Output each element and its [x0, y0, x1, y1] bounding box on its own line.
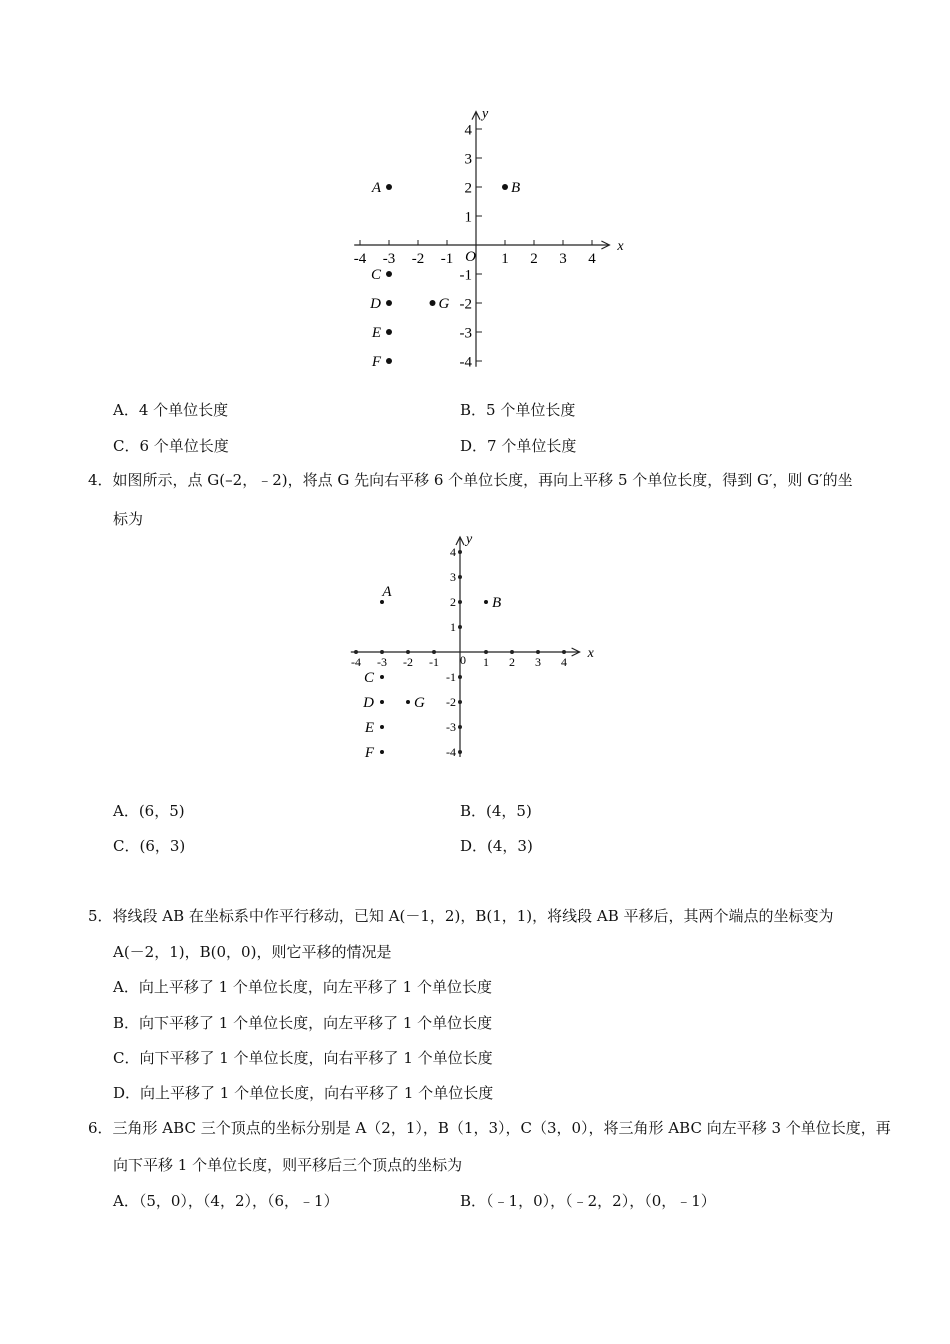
x-tick-mark — [536, 650, 540, 654]
x-tick-mark — [406, 650, 410, 654]
x-tick-mark — [510, 650, 514, 654]
y-tick-label: 1 — [464, 209, 472, 226]
point-e — [386, 329, 392, 335]
point-d — [380, 700, 384, 704]
point-label-g: G — [414, 695, 425, 711]
q6-stem-line2: 向下平移 1 个单位长度，则平移后三个顶点的坐标为 — [113, 1156, 463, 1174]
point-e — [380, 725, 384, 729]
q5-stem-line1: 5．将线段 AB 在坐标系中作平行移动，已知 A(－1，2)，B(1，1)，将线段 AB 平移后，其两个端点的坐标变为 — [88, 907, 834, 925]
q3-option-d: D．7 个单位长度 — [460, 437, 577, 455]
coordinate-graph-1 — [340, 100, 640, 390]
point-b — [484, 600, 488, 604]
point-c — [386, 271, 392, 277]
point-label-g: G — [438, 296, 450, 312]
y-tick-mark — [458, 625, 462, 629]
origin-label: O — [465, 249, 476, 265]
y-tick-label: 3 — [450, 570, 456, 585]
y-tick-label: -1 — [446, 670, 456, 685]
x-tick-label: 2 — [530, 251, 538, 267]
q4-option-a: A．(6，5) — [113, 802, 185, 820]
point-label-d: D — [370, 296, 381, 312]
origin-label: 0 — [460, 653, 466, 667]
x-tick-label: -4 — [353, 251, 367, 267]
point-label-f: F — [364, 745, 374, 761]
x-tick-label: -1 — [440, 251, 454, 267]
y-tick-label: -3 — [459, 325, 472, 342]
x-tick-label: -4 — [351, 655, 361, 669]
x-tick-label: 4 — [588, 251, 596, 267]
point-f — [380, 750, 384, 754]
x-tick-mark — [484, 650, 488, 654]
q5-stem-line2: A(－2，1)，B(0，0)，则它平移的情况是 — [113, 943, 392, 961]
q3-option-b: B．5 个单位长度 — [460, 401, 576, 419]
point-f — [386, 358, 392, 364]
q6-stem-line1: 6．三角形 ABC 三个顶点的坐标分别是 A（2，1），B（1，3），C（3，0），将三角形 ABC 向左平移 3 个单位长度，再 — [88, 1119, 891, 1137]
point-label-f: F — [371, 354, 381, 370]
x-axis-label: x — [617, 239, 624, 254]
point-label-b: B — [492, 595, 502, 611]
y-tick-mark — [458, 725, 462, 729]
x-tick-label: -3 — [382, 251, 396, 267]
y-tick-mark — [458, 550, 462, 554]
x-tick-mark — [380, 650, 384, 654]
x-tick-label: 3 — [559, 251, 567, 267]
q6-option-a: A．（5，0），（4，2），（6，﹣1） — [113, 1192, 339, 1210]
q4-option-c: C．(6，3) — [113, 837, 186, 855]
q4-option-d: D．(4，3) — [460, 837, 533, 855]
y-tick-label: -4 — [446, 745, 456, 760]
y-tick-mark — [458, 600, 462, 604]
point-label-e: E — [364, 720, 374, 736]
x-tick-mark — [432, 650, 436, 654]
y-tick-label: 4 — [464, 122, 472, 139]
q5-option-c: C．向下平移了 1 个单位长度，向右平移了 1 个单位长度 — [113, 1049, 493, 1067]
point-label-a: A — [382, 584, 392, 600]
q4-option-b: B．(4，5) — [460, 802, 532, 820]
point-label-e: E — [371, 325, 381, 341]
q4-stem-line1: 4．如图所示，点 G(–2，﹣2)，将点 G 先向右平移 6 个单位长度，再向上平移 5 个单位长度，得到 G′，则 G′的坐 — [88, 471, 853, 489]
coordinate-graph-2 — [330, 532, 630, 785]
y-tick-mark — [458, 750, 462, 754]
q6-option-b: B．（﹣1，0），（﹣2，2），（0，﹣1） — [460, 1192, 716, 1210]
y-tick-label: 2 — [464, 180, 472, 197]
x-tick-label: 1 — [501, 251, 509, 267]
y-tick-label: 1 — [450, 620, 456, 635]
x-tick-label: -2 — [411, 251, 425, 267]
y-tick-label: -2 — [459, 296, 472, 313]
y-axis-label: y — [466, 532, 473, 547]
q3-option-c: C．6 个单位长度 — [113, 437, 229, 455]
q3-option-a: A．4 个单位长度 — [113, 401, 229, 419]
point-label-c: C — [363, 670, 374, 686]
point-a — [380, 600, 384, 604]
y-tick-label: -1 — [459, 267, 472, 284]
y-tick-label: 4 — [450, 545, 456, 560]
x-tick-mark — [354, 650, 358, 654]
y-tick-label: -3 — [446, 720, 456, 735]
y-tick-mark — [458, 575, 462, 579]
point-d — [386, 300, 392, 306]
y-tick-label: -4 — [459, 354, 472, 371]
point-g — [406, 700, 410, 704]
y-tick-label: 3 — [464, 151, 472, 168]
x-tick-label: -2 — [403, 655, 413, 669]
point-b — [502, 184, 508, 190]
q5-option-d: D．向上平移了 1 个单位长度，向右平移了 1 个单位长度 — [113, 1084, 494, 1102]
x-tick-label: -3 — [377, 655, 387, 669]
point-a — [386, 184, 392, 190]
point-c — [380, 675, 384, 679]
point-label-c: C — [370, 267, 381, 283]
point-label-d: D — [363, 695, 374, 711]
y-tick-mark — [458, 675, 462, 679]
q5-option-a: A．向上平移了 1 个单位长度，向左平移了 1 个单位长度 — [113, 978, 492, 996]
y-tick-label: 2 — [450, 595, 456, 610]
q4-stem-line2: 标为 — [113, 510, 144, 528]
x-tick-label: -1 — [429, 655, 439, 669]
x-tick-label: 4 — [561, 655, 567, 669]
point-g — [430, 300, 436, 306]
point-label-b: B — [511, 180, 521, 196]
q5-option-b: B．向下平移了 1 个单位长度，向左平移了 1 个单位长度 — [113, 1014, 493, 1032]
x-tick-label: 3 — [535, 655, 541, 669]
x-tick-mark — [562, 650, 566, 654]
y-tick-mark — [458, 700, 462, 704]
point-label-a: A — [371, 180, 381, 196]
y-axis-label: y — [482, 106, 489, 122]
x-axis-label: x — [587, 646, 594, 661]
y-tick-label: -2 — [446, 695, 456, 710]
x-tick-label: 2 — [509, 655, 515, 669]
x-tick-label: 1 — [483, 655, 489, 669]
